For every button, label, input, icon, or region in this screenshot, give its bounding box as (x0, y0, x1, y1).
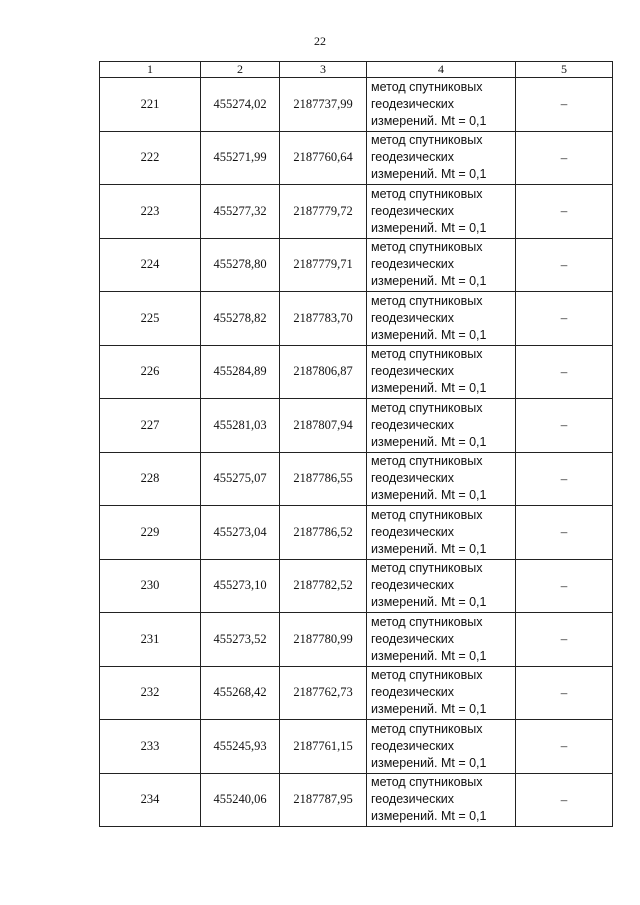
x-coordinate-cell: 455273,10 (201, 559, 280, 613)
point-number-cell: 233 (100, 720, 201, 774)
x-coordinate-cell: 455273,04 (201, 506, 280, 560)
table-row (100, 131, 613, 185)
method-line: геодезических (371, 96, 455, 111)
table-row (100, 78, 613, 132)
method-line: измерений. Mt = 0,1 (371, 167, 487, 182)
method-line: геодезических (371, 631, 455, 646)
x-coordinate-cell: 455277,32 (201, 185, 280, 239)
method-line: измерений. Mt = 0,1 (371, 381, 487, 396)
method-cell (367, 185, 516, 239)
description-cell: – (516, 131, 613, 185)
method-cell (367, 773, 516, 827)
coordinates-table (99, 61, 613, 827)
table-row (100, 559, 613, 613)
description-cell: – (516, 773, 613, 827)
method-line: измерений. Mt = 0,1 (371, 541, 487, 556)
table-row (100, 666, 613, 720)
y-coordinate-cell: 2187761,15 (280, 720, 367, 774)
y-coordinate-cell: 2187786,55 (280, 452, 367, 506)
method-cell (367, 666, 516, 720)
method-line: измерений. Mt = 0,1 (371, 327, 487, 342)
description-cell: – (516, 666, 613, 720)
method-cell (367, 345, 516, 399)
method-line: метод спутниковых (371, 240, 483, 255)
x-coordinate-cell: 455281,03 (201, 399, 280, 453)
table-row (100, 399, 613, 453)
method-line: геодезических (371, 257, 455, 272)
method-line: метод спутниковых (371, 186, 483, 201)
method-line: метод спутниковых (371, 775, 483, 790)
method-line: геодезических (371, 417, 455, 432)
method-line: геодезических (371, 471, 455, 486)
description-cell: – (516, 78, 613, 132)
table-header-row (100, 62, 613, 78)
method-line: геодезических (371, 738, 455, 753)
method-line: измерений. Mt = 0,1 (371, 274, 487, 289)
description-cell: – (516, 399, 613, 453)
y-coordinate-cell: 2187787,95 (280, 773, 367, 827)
description-cell: – (516, 185, 613, 239)
description-cell: – (516, 292, 613, 346)
description-cell: – (516, 238, 613, 292)
y-coordinate-cell: 2187806,87 (280, 345, 367, 399)
column-header-4: 4 (367, 62, 516, 78)
method-line: измерений. Mt = 0,1 (371, 648, 487, 663)
point-number-cell: 231 (100, 613, 201, 667)
method-line: измерений. Mt = 0,1 (371, 113, 487, 128)
table-row (100, 292, 613, 346)
point-number-cell: 228 (100, 452, 201, 506)
method-line: измерений. Mt = 0,1 (371, 434, 487, 449)
y-coordinate-cell: 2187779,71 (280, 238, 367, 292)
y-coordinate-cell: 2187779,72 (280, 185, 367, 239)
method-cell (367, 720, 516, 774)
method-line: метод спутниковых (371, 454, 483, 469)
description-cell: – (516, 452, 613, 506)
point-number-cell: 225 (100, 292, 201, 346)
method-line: геодезических (371, 524, 455, 539)
x-coordinate-cell: 455271,99 (201, 131, 280, 185)
method-line: геодезических (371, 364, 455, 379)
table-row (100, 185, 613, 239)
method-line: метод спутниковых (371, 668, 483, 683)
point-number-cell: 227 (100, 399, 201, 453)
method-line: измерений. Mt = 0,1 (371, 488, 487, 503)
y-coordinate-cell: 2187782,52 (280, 559, 367, 613)
x-coordinate-cell: 455275,07 (201, 452, 280, 506)
description-cell: – (516, 720, 613, 774)
column-header-2: 2 (201, 62, 280, 78)
method-line: геодезических (371, 578, 455, 593)
method-line: метод спутниковых (371, 507, 483, 522)
point-number-cell: 224 (100, 238, 201, 292)
y-coordinate-cell: 2187783,70 (280, 292, 367, 346)
method-line: измерений. Mt = 0,1 (371, 809, 487, 824)
point-number-cell: 234 (100, 773, 201, 827)
method-line: измерений. Mt = 0,1 (371, 595, 487, 610)
method-cell (367, 506, 516, 560)
method-line: метод спутниковых (371, 133, 483, 148)
method-cell (367, 399, 516, 453)
x-coordinate-cell: 455240,06 (201, 773, 280, 827)
point-number-cell: 232 (100, 666, 201, 720)
method-line: метод спутниковых (371, 400, 483, 415)
method-line: метод спутниковых (371, 614, 483, 629)
point-number-cell: 223 (100, 185, 201, 239)
method-line: измерений. Mt = 0,1 (371, 702, 487, 717)
column-header-3: 3 (280, 62, 367, 78)
table-body (100, 78, 613, 827)
column-header-5: 5 (516, 62, 613, 78)
method-line: измерений. Mt = 0,1 (371, 755, 487, 770)
y-coordinate-cell: 2187786,52 (280, 506, 367, 560)
table-row (100, 452, 613, 506)
method-line: геодезических (371, 792, 455, 807)
table-row (100, 720, 613, 774)
y-coordinate-cell: 2187737,99 (280, 78, 367, 132)
y-coordinate-cell: 2187807,94 (280, 399, 367, 453)
table-row (100, 506, 613, 560)
y-coordinate-cell: 2187780,99 (280, 613, 367, 667)
method-line: метод спутниковых (371, 721, 483, 736)
page-number: 22 (314, 34, 326, 48)
point-number-cell: 221 (100, 78, 201, 132)
description-cell: – (516, 613, 613, 667)
x-coordinate-cell: 455273,52 (201, 613, 280, 667)
description-cell: – (516, 345, 613, 399)
x-coordinate-cell: 455278,80 (201, 238, 280, 292)
description-cell: – (516, 506, 613, 560)
point-number-cell: 230 (100, 559, 201, 613)
x-coordinate-cell: 455268,42 (201, 666, 280, 720)
table-row (100, 345, 613, 399)
description-cell: – (516, 559, 613, 613)
point-number-cell: 229 (100, 506, 201, 560)
method-cell (367, 238, 516, 292)
x-coordinate-cell: 455274,02 (201, 78, 280, 132)
x-coordinate-cell: 455284,89 (201, 345, 280, 399)
point-number-cell: 226 (100, 345, 201, 399)
method-line: геодезических (371, 685, 455, 700)
y-coordinate-cell: 2187760,64 (280, 131, 367, 185)
method-line: метод спутниковых (371, 293, 483, 308)
table-row (100, 238, 613, 292)
method-line: измерений. Mt = 0,1 (371, 220, 487, 235)
method-line: геодезических (371, 150, 455, 165)
method-line: метод спутниковых (371, 347, 483, 362)
method-line: метод спутниковых (371, 79, 483, 94)
y-coordinate-cell: 2187762,73 (280, 666, 367, 720)
table-row (100, 613, 613, 667)
method-cell (367, 613, 516, 667)
method-cell (367, 452, 516, 506)
method-line: геодезических (371, 203, 455, 218)
x-coordinate-cell: 455278,82 (201, 292, 280, 346)
method-cell (367, 131, 516, 185)
point-number-cell: 222 (100, 131, 201, 185)
method-cell (367, 559, 516, 613)
method-cell (367, 292, 516, 346)
method-cell (367, 78, 516, 132)
x-coordinate-cell: 455245,93 (201, 720, 280, 774)
method-line: геодезических (371, 310, 455, 325)
column-header-1: 1 (100, 62, 201, 78)
table-row (100, 773, 613, 827)
method-line: метод спутниковых (371, 561, 483, 576)
